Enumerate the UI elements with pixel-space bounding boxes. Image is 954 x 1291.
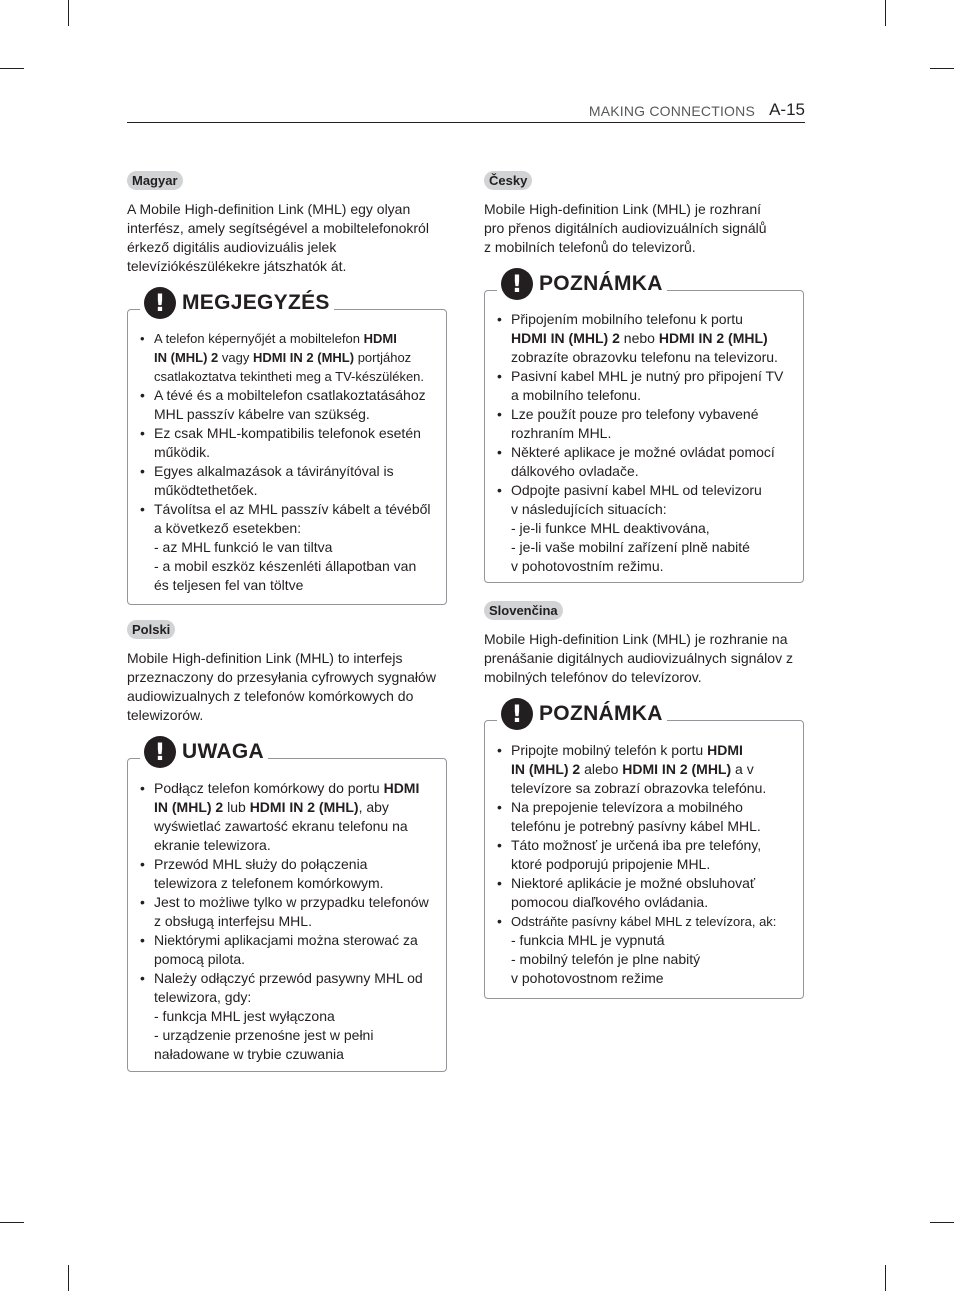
page-number: A-15 [769,100,805,119]
note-title: POZNÁMKA [539,272,663,295]
page-header [127,100,805,123]
exclamation-icon: ! [144,287,176,319]
list-item: • Podłącz telefon komórkowy do portu HDMI IN (MHL) 2 lub HDMI IN 2 (MHL), aby wyświetlać zawartość ekranu telefonu na ekranie telewizora. [128,779,446,855]
note-list [485,721,803,988]
note-title: MEGJEGYZÉS [182,291,330,314]
section-czech [484,171,806,257]
note-header [140,288,334,318]
list-item: • Některé aplikace je možné ovládat pomocí dálkového ovladače. [485,443,803,481]
list-item: • A telefon képernyőjét a mobiltelefon HDMI IN (MHL) 2 vagy HDMI IN 2 (MHL) portjához csatlakoztatva tekintheti meg a TV-készüléken. [128,329,446,386]
list-item: • Připojením mobilního telefonu k portu HDMI IN (MHL) 2 nebo HDMI IN 2 (MHL) zobrazíte obrazovku telefonu na televizoru. [485,310,803,367]
note-box-czech [484,270,804,583]
note-list [128,310,446,595]
list-item: • Távolítsa el az MHL passzív kábelt a tévéből a következő esetekben: - az MHL funkció le van tiltva - a mobil eszköz készenléti állapotban van és teljesen fel van töltve [128,500,446,595]
crop-mark [0,68,24,69]
list-item: • Niektoré aplikácie je možné obsluhovať pomocou diaľkového ovládania. [485,874,803,912]
list-item: • Niektórymi aplikacjami można sterować za pomocą pilota. [128,931,446,969]
note-header [497,699,667,729]
language-label: Polski [127,620,175,639]
note-header [497,269,667,299]
exclamation-icon: ! [501,268,533,300]
intro-text: Mobile High-definition Link (MHL) je rozhraní pro přenos digitálních audiovizuálních signálů z mobilních telefonů do televizorů. [484,201,767,255]
note-list [485,291,803,576]
list-item: • Pasivní kabel MHL je nutný pro připojení TV a mobilního telefonu. [485,367,803,405]
crop-mark [68,0,69,26]
note-box-hungarian [127,289,447,605]
crop-mark [0,1222,24,1223]
intro-text: Mobile High-definition Link (MHL) je rozhranie na prenášanie digitálnych audiovizuálnych signálov z mobilných telefónov do televízorov. [484,631,793,685]
section-slovak [484,601,806,687]
section-polish [127,620,449,725]
note-title: POZNÁMKA [539,702,663,725]
exclamation-icon: ! [144,736,176,768]
language-label: Magyar [127,171,183,190]
crop-mark [930,1222,954,1223]
list-item: • Odpojte pasivní kabel MHL od televizoru v následujících situacích: - je-li funkce MHL deaktivována, - je-li vaše mobilní zařízení plně nabité v pohotovostním režimu. [485,481,803,576]
list-item: • A tévé és a mobiltelefon csatlakoztatásához MHL passzív kábelre van szükség. [128,386,446,424]
note-box-slovak [484,700,804,999]
crop-mark [930,68,954,69]
list-item: • Egyes alkalmazások a távirányítóval is működtethetőek. [128,462,446,500]
list-item: • Przewód MHL służy do połączenia telewizora z telefonem komórkowym. [128,855,446,893]
crop-mark [885,1265,886,1291]
section-hungarian [127,171,449,276]
note-header [140,737,268,767]
list-item: • Pripojte mobilný telefón k portu HDMI IN (MHL) 2 alebo HDMI IN 2 (MHL) a v televízore sa zobrazí obrazovka telefónu. [485,741,803,798]
list-item: • Táto možnosť je určená iba pre telefóny, ktoré podporujú pripojenie MHL. [485,836,803,874]
language-label: Slovenčina [484,601,563,620]
intro-text: Mobile High-definition Link (MHL) to interfejs przeznaczony do przesyłania cyfrowych sygnałów audiowizualnych z telefonów komórkowych do telewizorów. [127,650,436,723]
list-item: • Należy odłączyć przewód pasywny MHL od telewizora, gdy: - funkcja MHL jest wyłączona - urządzenie przenośne jest w pełni naładowane w trybie czuwania [128,969,446,1064]
list-item: • Na prepojenie televízora a mobilného telefónu je potrebný pasívny kábel MHL. [485,798,803,836]
crop-mark [68,1265,69,1291]
crop-mark [885,0,886,26]
note-list [128,759,446,1064]
exclamation-icon: ! [501,698,533,730]
note-box-polish [127,738,447,1072]
section-title: MAKING CONNECTIONS [588,103,755,119]
language-label: Česky [484,171,532,190]
list-item: • Lze použít pouze pro telefony vybavené rozhraním MHL. [485,405,803,443]
list-item: • Odstráňte pasívny kábel MHL z televízora, ak: - funkcia MHL je vypnutá - mobilný telefón je plne nabitý v pohotovostnom režime [485,912,803,988]
list-item: • Ez csak MHL-kompatibilis telefonok esetén működik. [128,424,446,462]
intro-text: A Mobile High-definition Link (MHL) egy olyan interfész, amely segítségével a mobiltelefonokról érkező digitális audiovizuális jelek televíziókészülékekre játszhatók át. [127,201,429,274]
list-item: • Jest to możliwe tylko w przypadku telefonów z obsługą interfejsu MHL. [128,893,446,931]
note-title: UWAGA [182,740,264,763]
